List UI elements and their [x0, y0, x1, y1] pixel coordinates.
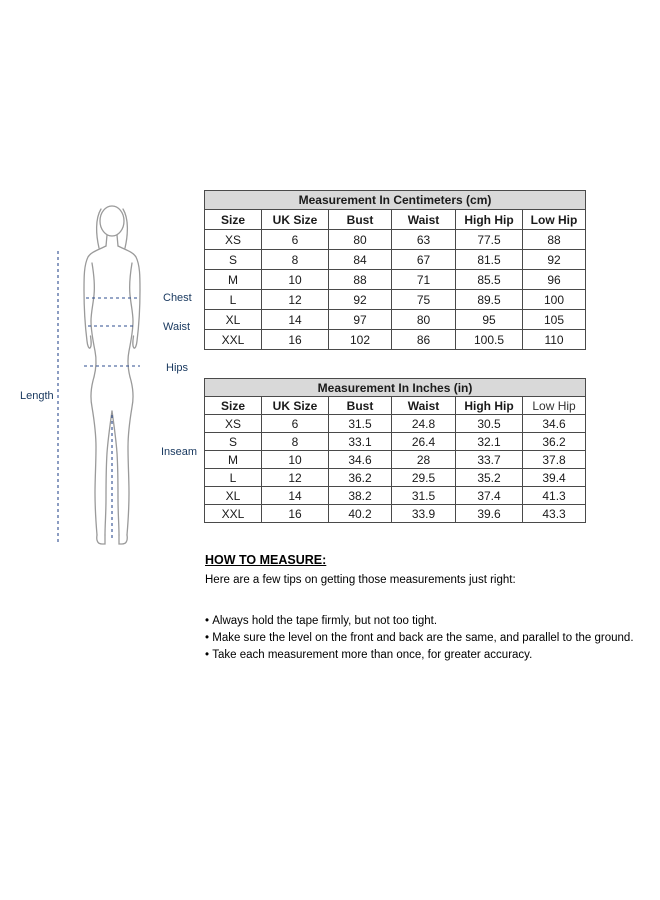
- measure-tip: • Take each measurement more than once, for greater accuracy.: [205, 647, 655, 664]
- size-cell: 16: [262, 330, 329, 350]
- size-row: [205, 290, 586, 310]
- column-header: Low Hip: [523, 210, 586, 230]
- table-title-row: [205, 379, 586, 397]
- size-cell: 67: [392, 250, 456, 270]
- column-header: Size: [205, 397, 262, 415]
- size-cell: 35.2: [456, 469, 523, 487]
- size-cell: 36.2: [523, 433, 586, 451]
- size-cell: 24.8: [392, 415, 456, 433]
- table-header-row: [205, 397, 586, 415]
- body-figure-illustration: [38, 193, 183, 553]
- size-cell: XL: [205, 310, 262, 330]
- size-cell: 38.2: [329, 487, 392, 505]
- size-cell: M: [205, 451, 262, 469]
- size-cell: S: [205, 433, 262, 451]
- hips-label: Hips: [166, 362, 189, 374]
- size-cell: 8: [262, 433, 329, 451]
- size-cell: 96: [523, 270, 586, 290]
- size-cell: 33.7: [456, 451, 523, 469]
- size-cell: XXL: [205, 505, 262, 523]
- size-cell: 89.5: [456, 290, 523, 310]
- size-cell: 30.5: [456, 415, 523, 433]
- size-cell: 6: [262, 230, 329, 250]
- size-row: [205, 415, 586, 433]
- size-cell: 92: [329, 290, 392, 310]
- measure-tip: • Always hold the tape firmly, but not too tight.: [205, 613, 655, 630]
- size-cell: L: [205, 469, 262, 487]
- size-row: [205, 250, 586, 270]
- waist-label: Waist: [163, 321, 191, 333]
- size-cell: 71: [392, 270, 456, 290]
- size-cell: 75: [392, 290, 456, 310]
- column-header: Bust: [329, 397, 392, 415]
- size-cell: 110: [523, 330, 586, 350]
- size-cell: 102: [329, 330, 392, 350]
- how-to-measure-intro: Here are a few tips on getting those measurements just right:: [205, 574, 516, 586]
- size-cell: 28: [392, 451, 456, 469]
- size-cell: 80: [329, 230, 392, 250]
- column-header: Waist: [392, 397, 456, 415]
- size-cell: 14: [262, 310, 329, 330]
- size-row: [205, 230, 586, 250]
- size-cell: 12: [262, 290, 329, 310]
- table-title: Measurement In Inches (in): [205, 379, 586, 397]
- size-table-inches: [204, 378, 586, 523]
- size-cell: 37.4: [456, 487, 523, 505]
- size-cell: 92: [523, 250, 586, 270]
- size-cell: 40.2: [329, 505, 392, 523]
- size-row: [205, 487, 586, 505]
- size-cell: 12: [262, 469, 329, 487]
- female-outline-figure-icon: [38, 193, 183, 553]
- size-cell: XS: [205, 230, 262, 250]
- column-header: Size: [205, 210, 262, 230]
- size-cell: 84: [329, 250, 392, 270]
- size-cell: 34.6: [523, 415, 586, 433]
- size-cell: 97: [329, 310, 392, 330]
- size-cell: 31.5: [329, 415, 392, 433]
- size-cell: 85.5: [456, 270, 523, 290]
- size-cell: 63: [392, 230, 456, 250]
- size-cell: 10: [262, 270, 329, 290]
- size-row: [205, 330, 586, 350]
- table-title-row: [205, 191, 586, 210]
- size-row: [205, 505, 586, 523]
- size-cell: 43.3: [523, 505, 586, 523]
- size-cell: 32.1: [456, 433, 523, 451]
- size-row: [205, 270, 586, 290]
- size-cell: 105: [523, 310, 586, 330]
- size-cell: 37.8: [523, 451, 586, 469]
- size-cell: S: [205, 250, 262, 270]
- column-header: UK Size: [262, 210, 329, 230]
- size-cell: 33.9: [392, 505, 456, 523]
- size-cell: 14: [262, 487, 329, 505]
- size-cell: 8: [262, 250, 329, 270]
- size-row: [205, 469, 586, 487]
- column-header: High Hip: [456, 397, 523, 415]
- size-cell: 16: [262, 505, 329, 523]
- table-header-row: [205, 210, 586, 230]
- size-row: [205, 451, 586, 469]
- measure-tips-list: [205, 613, 655, 664]
- size-row: [205, 433, 586, 451]
- size-row: [205, 310, 586, 330]
- chest-label: Chest: [163, 292, 192, 304]
- size-cell: 86: [392, 330, 456, 350]
- size-cell: 36.2: [329, 469, 392, 487]
- size-cell: M: [205, 270, 262, 290]
- size-cell: 39.4: [523, 469, 586, 487]
- size-cell: 10: [262, 451, 329, 469]
- length-label: Length: [20, 390, 54, 402]
- size-cell: 88: [329, 270, 392, 290]
- size-cell: 100.5: [456, 330, 523, 350]
- how-to-measure-heading: HOW TO MEASURE:: [205, 553, 327, 567]
- size-cell: 33.1: [329, 433, 392, 451]
- column-header: Low Hip: [523, 397, 586, 415]
- size-cell: 39.6: [456, 505, 523, 523]
- how-to-measure-section: [205, 553, 655, 664]
- size-cell: 34.6: [329, 451, 392, 469]
- column-header: UK Size: [262, 397, 329, 415]
- size-cell: XL: [205, 487, 262, 505]
- column-header: Bust: [329, 210, 392, 230]
- size-cell: 80: [392, 310, 456, 330]
- size-cell: L: [205, 290, 262, 310]
- size-cell: XS: [205, 415, 262, 433]
- size-cell: 95: [456, 310, 523, 330]
- column-header: Waist: [392, 210, 456, 230]
- inseam-label: Inseam: [161, 446, 198, 458]
- size-cell: 31.5: [392, 487, 456, 505]
- size-cell: 26.4: [392, 433, 456, 451]
- size-cell: 81.5: [456, 250, 523, 270]
- size-cell: XXL: [205, 330, 262, 350]
- size-cell: 41.3: [523, 487, 586, 505]
- size-cell: 88: [523, 230, 586, 250]
- size-cell: 6: [262, 415, 329, 433]
- measure-tip: • Make sure the level on the front and back are the same, and parallel to the ground.: [205, 630, 655, 647]
- column-header: High Hip: [456, 210, 523, 230]
- size-cell: 77.5: [456, 230, 523, 250]
- size-cell: 100: [523, 290, 586, 310]
- table-title: Measurement In Centimeters (cm): [205, 191, 586, 210]
- size-table-centimeters: [204, 190, 586, 350]
- size-cell: 29.5: [392, 469, 456, 487]
